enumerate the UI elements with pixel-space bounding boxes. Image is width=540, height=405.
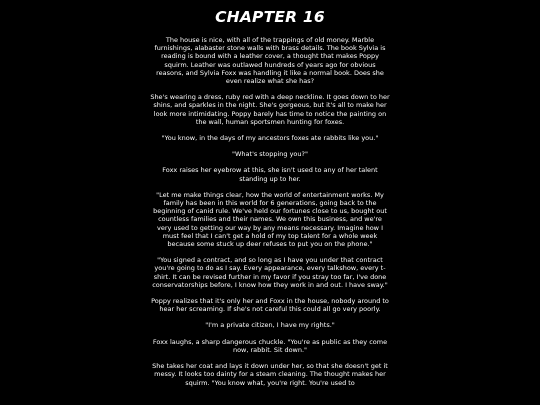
chapter-title: CHAPTER 16	[215, 8, 325, 26]
paragraph: "You know, in the days of my ancestors foxes ate rabbits like you."	[161, 134, 379, 143]
paragraph: "What's stopping you?"	[232, 150, 308, 159]
paragraph: "You signed a contract, and so long as I have you under that contract you're going to do as I say. Every appearance, every talkshow, every t-shirt. It can be revised further in my favor if you stray too far, I've done conservatorships before, I know how they work in and out. I have sway."	[152, 256, 388, 289]
paragraph: Foxx laughs, a sharp dangerous chuckle. "You're as public as they come now, rabbit. Sit down."	[152, 337, 388, 354]
paragraph: She takes her coat and lays it down under her, so that she doesn't get it messy. It looks too dainty for a steam cleaning. The thought makes her squirm. "You know what, you're right. You're used to	[152, 362, 388, 387]
story-body	[150, 36, 390, 395]
paragraph: Foxx raises her eyebrow at this, she isn't used to any of her talent standing up to her.	[162, 166, 378, 183]
paragraph: Poppy realizes that it's only her and Foxx in the house, nobody around to hear her screaming. If she's not careful this could all go very poorly.	[151, 297, 389, 314]
paragraph: "I'm a private citizen, I have my rights."	[205, 321, 335, 330]
paragraph: She's wearing a dress, ruby red with a deep neckline. It goes down to her shins, and sparkles in the night. She's gorgeous, but it's all to make her look more intimidating. Poppy barely has time to notice the painting on the wall, human sportsmen hunting for foxes.	[150, 93, 390, 126]
paragraph: "Let me make things clear, how the world of entertainment works. My family has been in this world for 6 generations, going back to the beginning of canid rule. We've held our fortunes close to us, bought out countless families and their names. We own this business, and we're very used to getting our way by any means necessary. Imagine how I must feel that I can't get a hold of my top talent for a whole week because some stuck up deer refuses to put you on the phone."	[153, 190, 387, 249]
paragraph: The house is nice, with all of the trappings of old money. Marble furnishings, alabaster stone walls with brass details. The book Sylvia is reading is bound with a leather cover, a thought that makes Poppy squirm. Leather was outlawed hundreds of years ago for obvious reasons, and Sylvia Foxx was handling it like a normal book. Does she even realize what she has?	[154, 36, 386, 86]
